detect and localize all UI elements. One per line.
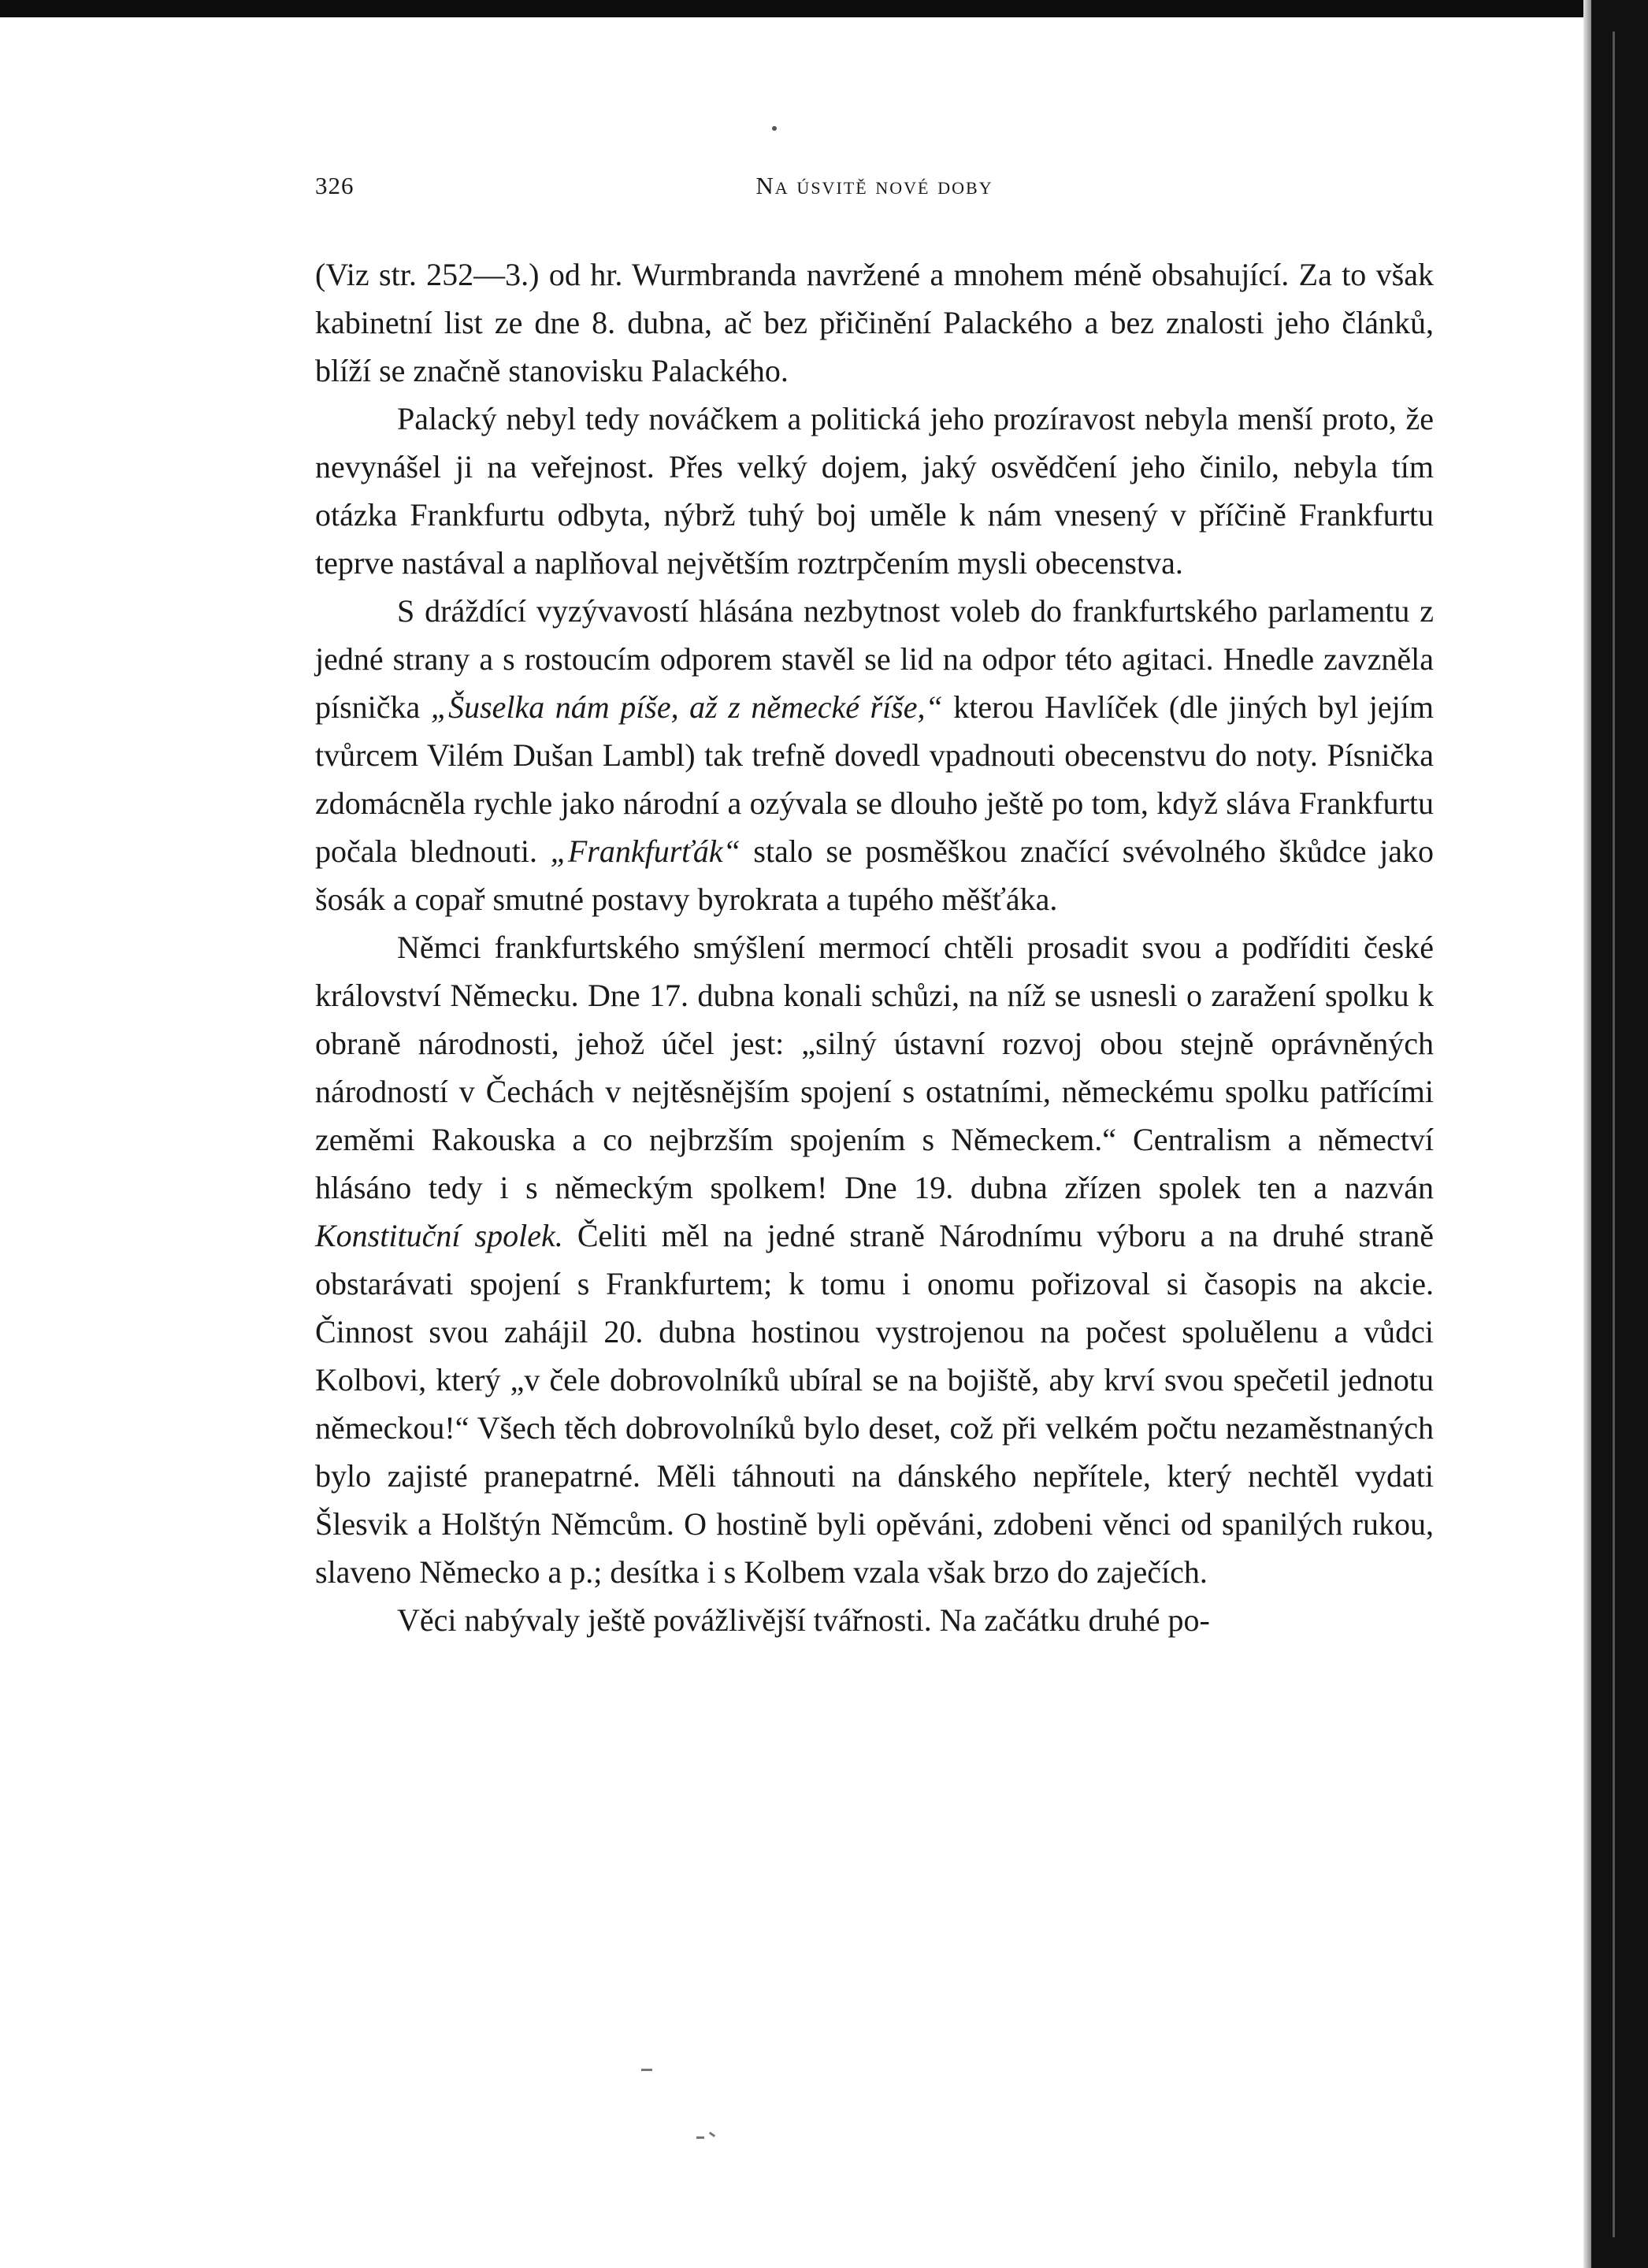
text-run: Němci frankfurtského smýšlení mermocí chtěli prosadit svou a podříditi české království Německu. Dne 17. dubna konali schůzi, na níž se usnesli o zaražení spolku k obraně národnosti, jehož účel jest: „silný ústavní rozvoj obou stejně oprávněných národností v Čechách v nejtěsnějším spojení s ostatními, německému spolku patřícími zeměmi Rakouska a co nejbrzším spojením s Německem.“ Centralism a němectví hlásáno tedy i s německým spolkem! Dne 19. dubna zřízen spolek ten a nazván bbox=[315, 930, 1434, 1205]
text-run: kterou Havlíček (dle jiných byl jejím tvůrcem Vilém Dušan Lambl) tak trefně dovedl vpadnouti obecenstvu do noty. Písnička zdomácněla rychle jako národní a ozývala se dlouho ještě po tom, když sláva Frankfurtu počala blednouti. bbox=[315, 689, 1434, 869]
paragraph bbox=[315, 923, 1434, 1596]
running-title: Na úsvitě nové doby bbox=[755, 172, 993, 199]
stray-mark bbox=[641, 2069, 652, 2071]
italic-text-run: „Frankfurťák“ bbox=[550, 833, 740, 869]
paragraph bbox=[315, 1596, 1434, 1644]
page-number: 326 bbox=[315, 172, 354, 199]
ink-speck bbox=[772, 126, 777, 131]
paragraph bbox=[315, 251, 1434, 395]
scan-binding-line bbox=[1613, 32, 1615, 2237]
stray-mark bbox=[696, 2136, 704, 2139]
text-run: Čeliti měl na jedné straně Národnímu výboru a na druhé straně obstarávati spojení s Frankfurtem; k tomu i onomu pořizoval si časopis na akcie. Činnost svou zahájil 20. dubna hostinou vystrojenou na počest spoluělenu a vůdci Kolbovi, který „v čele dobrovolníků ubíral se na bojiště, aby krví svou spečetil jednotu německou!“ Všech těch dobrovolníků bylo deset, což při velkém počtu nezaměstnaných bylo zajisté pranepatrné. Měli táhnouti na dánského nepřítele, který nechtěl vydati Šlesvik a Holštýn Němcům. O hostině byli opěváni, zdobeni věnci od spanilých rukou, slaveno Německo a p.; desítka i s Kolbem vzala však brzo do zaječích. bbox=[315, 1218, 1434, 1590]
body-text bbox=[315, 251, 1434, 1644]
text-run: S dráždící vyzývavostí hlásána nezbytnost voleb do frankfurtského parlamentu z jedné strany a s rostoucím odporem stavěl se lid na odpor této agitaci. Hnedle zavzněla písnička bbox=[315, 593, 1434, 725]
italic-text-run: Konstituční spolek. bbox=[315, 1218, 563, 1253]
stray-mark bbox=[709, 2132, 715, 2137]
paragraph bbox=[315, 587, 1434, 923]
text-run: Věci nabývaly ještě povážlivější tvářnosti. Na začátku druhé po- bbox=[397, 1602, 1210, 1638]
scan-border-right bbox=[1591, 0, 1648, 2268]
paragraph bbox=[315, 395, 1434, 587]
italic-text-run: „Šuselka nám píše, až z německé říše,“ bbox=[430, 689, 943, 725]
text-run: Palacký nebyl tedy nováčkem a politická jeho prozíravost nebyla menší proto, že nevynášel ji na veřejnost. Přes velký dojem, jaký osvědčení jeho činilo, nebyla tím otázka Frankfurtu odbyta, nýbrž tuhý boj uměle k nám vnesený v příčině Frankfurtu teprve nastával a naplňoval největším roztrpčením mysli obecenstva. bbox=[315, 401, 1434, 581]
text-run: (Viz str. 252—3.) od hr. Wurmbranda navržené a mnohem méně obsahující. Za to však kabinetní list ze dne 8. dubna, ač bez přičinění Palackého a bez znalosti jeho článků, blíží se značně stanovisku Palackého. bbox=[315, 257, 1434, 388]
running-header bbox=[315, 172, 1434, 203]
scan-page-edge bbox=[1583, 0, 1591, 2268]
text-run: stalo se posměškou značící svévolného škůdce jako šosák a copař smutné postavy byrokrata a tupého měšťáka. bbox=[315, 833, 1434, 917]
book-page bbox=[315, 0, 1434, 2268]
